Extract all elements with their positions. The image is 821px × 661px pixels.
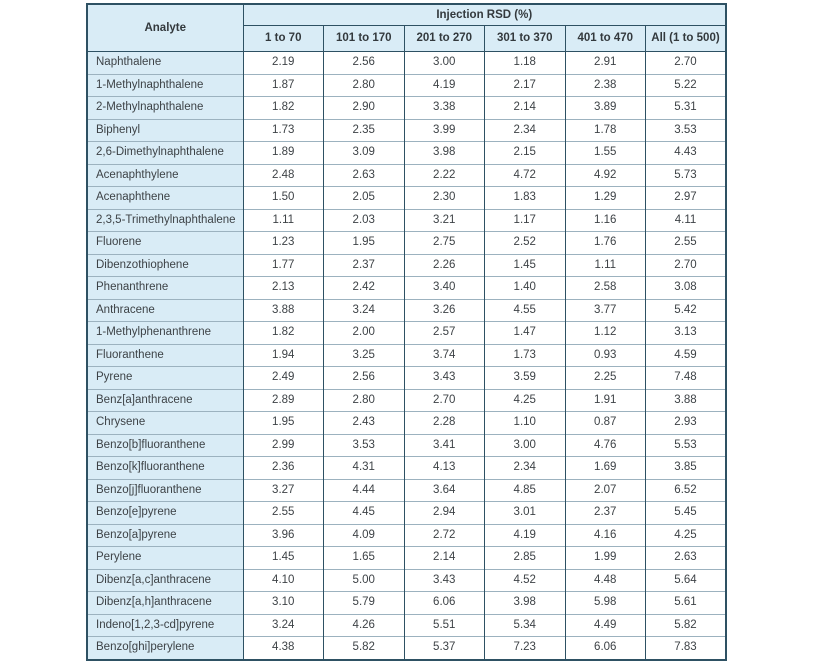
- rsd-value-cell: 2.58: [565, 277, 646, 300]
- rsd-value-cell: 1.47: [485, 322, 566, 345]
- rsd-value-cell: 2.56: [324, 52, 405, 75]
- rsd-value-cell: 3.27: [243, 479, 324, 502]
- rsd-value-cell: 5.61: [646, 592, 727, 615]
- table-row: [87, 254, 726, 277]
- rsd-value-cell: 1.83: [485, 187, 566, 210]
- rsd-value-cell: 1.12: [565, 322, 646, 345]
- rsd-value-cell: 3.98: [404, 142, 485, 165]
- table-row: [87, 74, 726, 97]
- rsd-value-cell: 1.69: [565, 457, 646, 480]
- rsd-value-cell: 3.13: [646, 322, 727, 345]
- rsd-value-cell: 7.83: [646, 637, 727, 660]
- rsd-value-cell: 3.08: [646, 277, 727, 300]
- rsd-value-cell: 3.26: [404, 299, 485, 322]
- rsd-value-cell: 2.56: [324, 367, 405, 390]
- rsd-value-cell: 1.73: [243, 119, 324, 142]
- rsd-value-cell: 5.51: [404, 614, 485, 637]
- injection-rsd-table: [86, 3, 727, 661]
- range-column-header: 301 to 370: [485, 26, 566, 52]
- analyte-cell: Benzo[ghi]perylene: [87, 637, 243, 660]
- range-column-header: 101 to 170: [324, 26, 405, 52]
- rsd-value-cell: 5.22: [646, 74, 727, 97]
- rsd-value-cell: 3.43: [404, 367, 485, 390]
- analyte-cell: Benzo[j]fluoranthene: [87, 479, 243, 502]
- analyte-cell: Anthracene: [87, 299, 243, 322]
- table-row: [87, 637, 726, 660]
- rsd-value-cell: 3.99: [404, 119, 485, 142]
- rsd-value-cell: 1.18: [485, 52, 566, 75]
- rsd-value-cell: 5.31: [646, 97, 727, 120]
- rsd-value-cell: 4.76: [565, 434, 646, 457]
- rsd-value-cell: 2.80: [324, 74, 405, 97]
- rsd-value-cell: 3.24: [324, 299, 405, 322]
- analyte-cell: Benzo[a]pyrene: [87, 524, 243, 547]
- rsd-value-cell: 5.79: [324, 592, 405, 615]
- rsd-value-cell: 4.38: [243, 637, 324, 660]
- rsd-value-cell: 2.13: [243, 277, 324, 300]
- rsd-value-cell: 4.11: [646, 209, 727, 232]
- rsd-value-cell: 2.28: [404, 412, 485, 435]
- analyte-cell: Fluoranthene: [87, 344, 243, 367]
- rsd-value-cell: 1.11: [565, 254, 646, 277]
- rsd-value-cell: 3.59: [485, 367, 566, 390]
- rsd-value-cell: 3.21: [404, 209, 485, 232]
- rsd-value-cell: 2.19: [243, 52, 324, 75]
- rsd-value-cell: 4.31: [324, 457, 405, 480]
- table-row: [87, 479, 726, 502]
- rsd-value-cell: 3.74: [404, 344, 485, 367]
- table-row: [87, 277, 726, 300]
- analyte-cell: Perylene: [87, 547, 243, 570]
- analyte-cell: Acenaphthylene: [87, 164, 243, 187]
- rsd-value-cell: 4.09: [324, 524, 405, 547]
- rsd-value-cell: 5.64: [646, 569, 727, 592]
- analyte-cell: Benzo[b]fluoranthene: [87, 434, 243, 457]
- rsd-value-cell: 3.53: [324, 434, 405, 457]
- rsd-value-cell: 5.42: [646, 299, 727, 322]
- table-row: [87, 164, 726, 187]
- rsd-value-cell: 2.85: [485, 547, 566, 570]
- rsd-value-cell: 1.82: [243, 322, 324, 345]
- analyte-cell: Benzo[e]pyrene: [87, 502, 243, 525]
- rsd-value-cell: 5.37: [404, 637, 485, 660]
- table-body: [87, 52, 726, 660]
- rsd-value-cell: 3.38: [404, 97, 485, 120]
- rsd-value-cell: 5.00: [324, 569, 405, 592]
- rsd-value-cell: 5.82: [324, 637, 405, 660]
- rsd-value-cell: 4.85: [485, 479, 566, 502]
- rsd-value-cell: 3.88: [646, 389, 727, 412]
- analyte-cell: Pyrene: [87, 367, 243, 390]
- table-row: [87, 367, 726, 390]
- rsd-value-cell: 4.19: [404, 74, 485, 97]
- rsd-value-cell: 3.96: [243, 524, 324, 547]
- analyte-cell: Fluorene: [87, 232, 243, 255]
- rsd-value-cell: 2.55: [243, 502, 324, 525]
- rsd-value-cell: 3.64: [404, 479, 485, 502]
- rsd-value-cell: 2.42: [324, 277, 405, 300]
- rsd-value-cell: 2.07: [565, 479, 646, 502]
- rsd-value-cell: 1.99: [565, 547, 646, 570]
- rsd-value-cell: 1.91: [565, 389, 646, 412]
- rsd-value-cell: 1.55: [565, 142, 646, 165]
- rsd-value-cell: 7.48: [646, 367, 727, 390]
- rsd-value-cell: 2.36: [243, 457, 324, 480]
- rsd-value-cell: 5.73: [646, 164, 727, 187]
- analyte-cell: 1-Methylnaphthalene: [87, 74, 243, 97]
- rsd-value-cell: 2.91: [565, 52, 646, 75]
- rsd-value-cell: 2.97: [646, 187, 727, 210]
- rsd-value-cell: 1.10: [485, 412, 566, 435]
- rsd-value-cell: 0.93: [565, 344, 646, 367]
- analyte-cell: 2,6-Dimethylnaphthalene: [87, 142, 243, 165]
- table-row: [87, 322, 726, 345]
- table-row: [87, 119, 726, 142]
- rsd-value-cell: 2.14: [404, 547, 485, 570]
- rsd-value-cell: 2.94: [404, 502, 485, 525]
- rsd-value-cell: 2.52: [485, 232, 566, 255]
- rsd-value-cell: 3.25: [324, 344, 405, 367]
- rsd-value-cell: 2.75: [404, 232, 485, 255]
- rsd-value-cell: 2.00: [324, 322, 405, 345]
- table-row: [87, 434, 726, 457]
- rsd-value-cell: 2.72: [404, 524, 485, 547]
- analyte-cell: Dibenz[a,h]anthracene: [87, 592, 243, 615]
- rsd-value-cell: 4.13: [404, 457, 485, 480]
- range-column-header: 401 to 470: [565, 26, 646, 52]
- table-row: [87, 142, 726, 165]
- rsd-value-cell: 1.73: [485, 344, 566, 367]
- rsd-value-cell: 3.41: [404, 434, 485, 457]
- rsd-value-cell: 2.63: [646, 547, 727, 570]
- rsd-value-cell: 1.45: [243, 547, 324, 570]
- rsd-value-cell: 2.14: [485, 97, 566, 120]
- rsd-value-cell: 6.06: [404, 592, 485, 615]
- analyte-cell: Dibenzothiophene: [87, 254, 243, 277]
- table-row: [87, 232, 726, 255]
- rsd-value-cell: 2.34: [485, 119, 566, 142]
- rsd-value-cell: 3.01: [485, 502, 566, 525]
- rsd-value-cell: 6.06: [565, 637, 646, 660]
- range-column-header: 1 to 70: [243, 26, 324, 52]
- rsd-value-cell: 2.35: [324, 119, 405, 142]
- rsd-value-cell: 3.53: [646, 119, 727, 142]
- rsd-value-cell: 5.34: [485, 614, 566, 637]
- rsd-value-cell: 3.24: [243, 614, 324, 637]
- rsd-value-cell: 4.10: [243, 569, 324, 592]
- rsd-value-cell: 3.00: [404, 52, 485, 75]
- rsd-value-cell: 1.40: [485, 277, 566, 300]
- rsd-value-cell: 1.23: [243, 232, 324, 255]
- rsd-value-cell: 3.85: [646, 457, 727, 480]
- rsd-value-cell: 1.29: [565, 187, 646, 210]
- analyte-cell: Dibenz[a,c]anthracene: [87, 569, 243, 592]
- rsd-value-cell: 2.37: [565, 502, 646, 525]
- rsd-value-cell: 1.94: [243, 344, 324, 367]
- rsd-value-cell: 4.45: [324, 502, 405, 525]
- rsd-value-cell: 1.17: [485, 209, 566, 232]
- range-column-header: 201 to 270: [404, 26, 485, 52]
- rsd-value-cell: 1.45: [485, 254, 566, 277]
- rsd-value-cell: 3.00: [485, 434, 566, 457]
- rsd-value-cell: 1.77: [243, 254, 324, 277]
- rsd-value-cell: 1.50: [243, 187, 324, 210]
- rsd-value-cell: 3.40: [404, 277, 485, 300]
- table-row: [87, 389, 726, 412]
- rsd-value-cell: 2.93: [646, 412, 727, 435]
- rsd-value-cell: 3.10: [243, 592, 324, 615]
- rsd-value-cell: 2.15: [485, 142, 566, 165]
- rsd-value-cell: 2.49: [243, 367, 324, 390]
- rsd-value-cell: 6.52: [646, 479, 727, 502]
- rsd-value-cell: 1.82: [243, 97, 324, 120]
- rsd-value-cell: 1.78: [565, 119, 646, 142]
- analyte-cell: Phenanthrene: [87, 277, 243, 300]
- rsd-value-cell: 1.87: [243, 74, 324, 97]
- table-row: [87, 299, 726, 322]
- rsd-value-cell: 3.09: [324, 142, 405, 165]
- table-row: [87, 524, 726, 547]
- rsd-value-cell: 4.25: [646, 524, 727, 547]
- table-row: [87, 344, 726, 367]
- rsd-value-cell: 4.52: [485, 569, 566, 592]
- group-header-injection-rsd: Injection RSD (%): [243, 4, 726, 26]
- rsd-value-cell: 2.43: [324, 412, 405, 435]
- rsd-value-cell: 2.63: [324, 164, 405, 187]
- rsd-value-cell: 2.22: [404, 164, 485, 187]
- rsd-value-cell: 4.43: [646, 142, 727, 165]
- rsd-value-cell: 4.19: [485, 524, 566, 547]
- rsd-value-cell: 2.03: [324, 209, 405, 232]
- table-row: [87, 502, 726, 525]
- rsd-value-cell: 1.16: [565, 209, 646, 232]
- rsd-value-cell: 2.80: [324, 389, 405, 412]
- analyte-column-header: Analyte: [87, 4, 243, 52]
- table-row: [87, 457, 726, 480]
- rsd-value-cell: 4.16: [565, 524, 646, 547]
- table-row: [87, 187, 726, 210]
- analyte-cell: 2-Methylnaphthalene: [87, 97, 243, 120]
- rsd-value-cell: 4.72: [485, 164, 566, 187]
- analyte-cell: Acenaphthene: [87, 187, 243, 210]
- range-column-header: All (1 to 500): [646, 26, 727, 52]
- rsd-value-cell: 2.55: [646, 232, 727, 255]
- analyte-cell: 2,3,5-Trimethylnaphthalene: [87, 209, 243, 232]
- analyte-cell: Biphenyl: [87, 119, 243, 142]
- rsd-value-cell: 2.70: [404, 389, 485, 412]
- rsd-value-cell: 3.88: [243, 299, 324, 322]
- analyte-cell: Naphthalene: [87, 52, 243, 75]
- rsd-value-cell: 2.90: [324, 97, 405, 120]
- rsd-value-cell: 4.49: [565, 614, 646, 637]
- rsd-value-cell: 2.99: [243, 434, 324, 457]
- rsd-value-cell: 1.76: [565, 232, 646, 255]
- table-row: [87, 592, 726, 615]
- table-row: [87, 547, 726, 570]
- rsd-value-cell: 2.05: [324, 187, 405, 210]
- rsd-value-cell: 5.82: [646, 614, 727, 637]
- analyte-cell: Benzo[k]fluoranthene: [87, 457, 243, 480]
- table-row: [87, 412, 726, 435]
- table-header: [87, 4, 726, 52]
- rsd-value-cell: 5.53: [646, 434, 727, 457]
- rsd-value-cell: 2.38: [565, 74, 646, 97]
- analyte-cell: 1-Methylphenanthrene: [87, 322, 243, 345]
- rsd-value-cell: 0.87: [565, 412, 646, 435]
- rsd-value-cell: 2.25: [565, 367, 646, 390]
- rsd-value-cell: 1.11: [243, 209, 324, 232]
- rsd-value-cell: 4.59: [646, 344, 727, 367]
- rsd-value-cell: 2.70: [646, 52, 727, 75]
- rsd-value-cell: 1.65: [324, 547, 405, 570]
- rsd-value-cell: 2.57: [404, 322, 485, 345]
- table-row: [87, 52, 726, 75]
- rsd-value-cell: 3.43: [404, 569, 485, 592]
- table-row: [87, 569, 726, 592]
- rsd-value-cell: 2.37: [324, 254, 405, 277]
- analyte-cell: Chrysene: [87, 412, 243, 435]
- analyte-cell: Benz[a]anthracene: [87, 389, 243, 412]
- rsd-value-cell: 4.44: [324, 479, 405, 502]
- rsd-value-cell: 2.17: [485, 74, 566, 97]
- rsd-value-cell: 4.25: [485, 389, 566, 412]
- rsd-value-cell: 2.30: [404, 187, 485, 210]
- rsd-value-cell: 2.89: [243, 389, 324, 412]
- rsd-value-cell: 2.70: [646, 254, 727, 277]
- rsd-value-cell: 4.48: [565, 569, 646, 592]
- rsd-value-cell: 5.98: [565, 592, 646, 615]
- rsd-value-cell: 5.45: [646, 502, 727, 525]
- rsd-value-cell: 1.89: [243, 142, 324, 165]
- rsd-value-cell: 3.77: [565, 299, 646, 322]
- rsd-value-cell: 3.89: [565, 97, 646, 120]
- rsd-value-cell: 3.98: [485, 592, 566, 615]
- rsd-value-cell: 4.92: [565, 164, 646, 187]
- rsd-value-cell: 7.23: [485, 637, 566, 660]
- table-row: [87, 614, 726, 637]
- rsd-value-cell: 4.26: [324, 614, 405, 637]
- rsd-value-cell: 1.95: [243, 412, 324, 435]
- table-row: [87, 97, 726, 120]
- table-row: [87, 209, 726, 232]
- rsd-value-cell: 2.26: [404, 254, 485, 277]
- rsd-value-cell: 2.34: [485, 457, 566, 480]
- rsd-value-cell: 1.95: [324, 232, 405, 255]
- rsd-value-cell: 4.55: [485, 299, 566, 322]
- analyte-cell: Indeno[1,2,3-cd]pyrene: [87, 614, 243, 637]
- rsd-value-cell: 2.48: [243, 164, 324, 187]
